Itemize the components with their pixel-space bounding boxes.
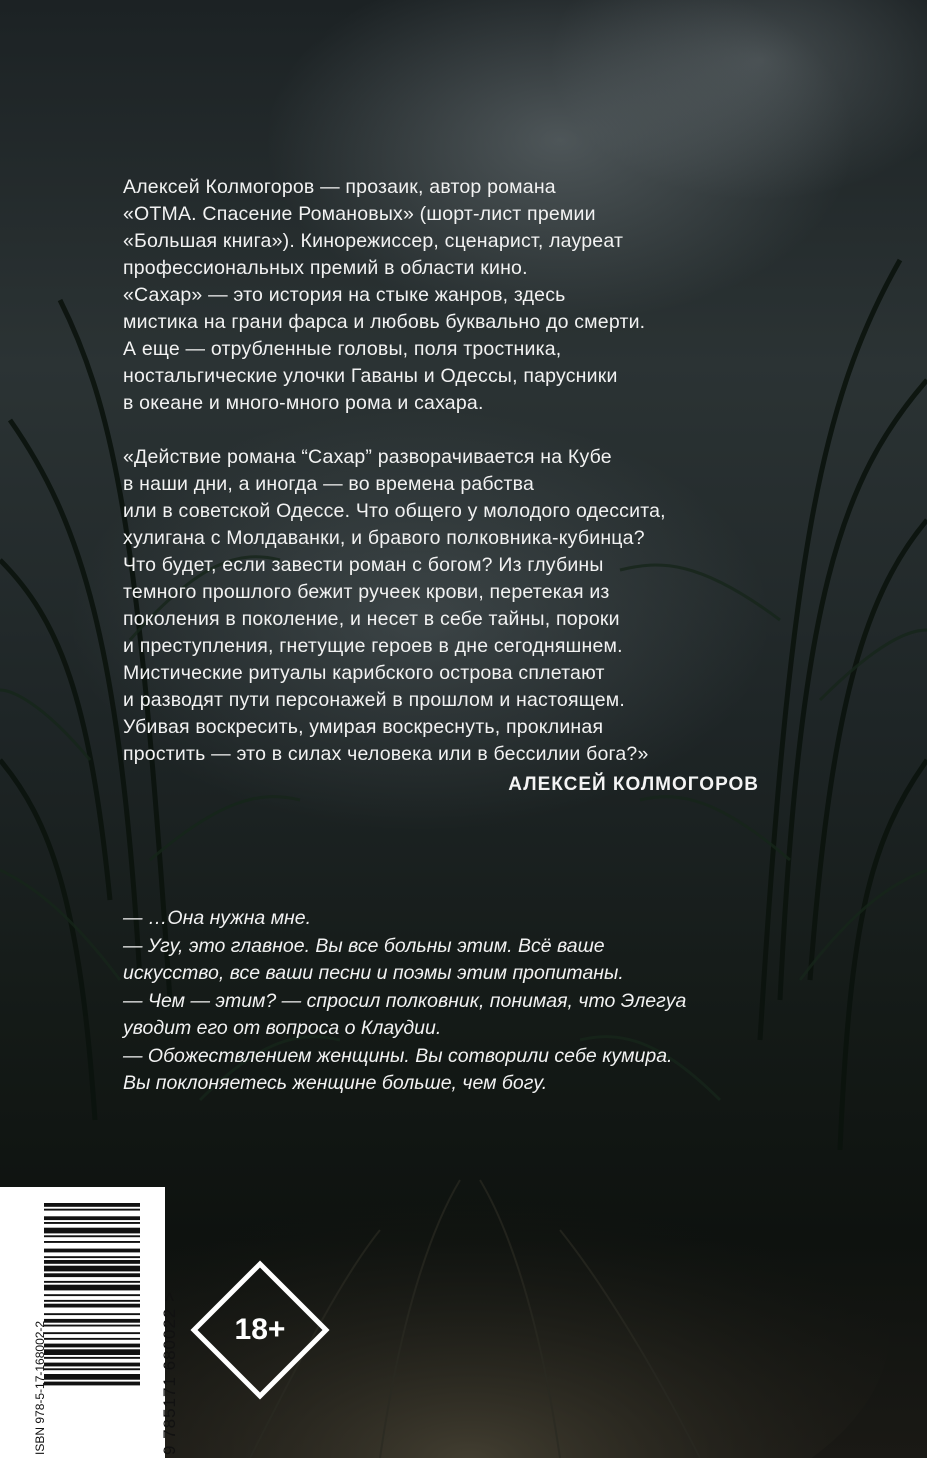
barcode-bar (44, 1374, 140, 1380)
barcode-bar (44, 1273, 140, 1277)
barcode-bar (44, 1300, 140, 1302)
barcode-bar (44, 1313, 140, 1315)
age-rating-badge (190, 1260, 330, 1400)
barcode-bar (44, 1368, 140, 1370)
barcode-bar (44, 1382, 140, 1386)
barcode-panel (0, 1187, 165, 1458)
barcode-bar (44, 1344, 140, 1348)
author-bio-paragraph: Алексей Колмогоров — прозаик, автор романа «ОТМА. Спасение Романовых» (шорт-лист премии «Большая книга»). Кинорежиссер, сценарист, лауреат профессиональных премий в области кино. «Сахар» — это история на стыке жанров, здесь мистика на грани фарса и любовь буквально до смерти. А еще — отрубленные головы, поля тростника, ностальгические улочки Гаваны и Одессы, парусники в океане и много-много рома и сахара. (123, 176, 646, 414)
barcode-bar (44, 1363, 140, 1367)
barcode-bar (44, 1203, 140, 1207)
barcode-bar (44, 1249, 140, 1253)
barcode-bar (44, 1260, 140, 1264)
barcode-bar (44, 1325, 140, 1327)
barcode-bar (44, 1294, 140, 1296)
ean-number: 9 785171 680022 > (160, 1290, 179, 1455)
barcode-bar (44, 1285, 140, 1291)
barcode-bar (44, 1209, 140, 1211)
barcode-bar (44, 1338, 140, 1340)
barcode-bar (44, 1256, 140, 1258)
barcode-bar (44, 1332, 140, 1334)
barcode-bar (44, 1216, 140, 1220)
author-signature: АЛЕКСЕЙ КОЛМОГОРОВ (508, 774, 759, 795)
barcode-bar (44, 1222, 140, 1224)
author-quote-paragraph: «Действие романа “Сахар” разворачивается на Кубе в наши дни, а иногда — во времена рабства или в советской Одессе. Что общего у молодого одессита, хулигана с Молдаванки, и бравого полковника-кубинца? Что будет, если завести роман с богом? Из глубины темного прошлого бежит ручеек крови, перетекая из поколения в поколение, и несет в себе тайны, пороки и преступления, гнетущие героев в дне сегодняшнем. Мистические ритуалы карибского острова сплетают и разводят пути персонажей в прошлом и настоящем. Убивая воскресить, умирая воскреснуть, проклиная простить — это в силах человека или в бессилии бога?» (123, 446, 666, 765)
barcode-bar (44, 1349, 140, 1355)
barcode-bar (44, 1357, 140, 1359)
barcode-bar (44, 1235, 140, 1237)
book-blurb (123, 174, 773, 798)
barcode-bar (44, 1228, 140, 1234)
barcode-bar (44, 1266, 140, 1272)
isbn-text: ISBN 978-5-17-168002-2 (33, 1320, 47, 1455)
book-excerpt: — …Она нужна мне. — Угу, это главное. Вы все больны этим. Всё ваше искусство, все ваши песни и поэмы этим пропитаны. — Чем — этим? — спросил полковник, понимая, что Элегуа уводит его от вопроса о Клаудии. — Обожествлением женщины. Вы сотворили себе кумира. Вы поклоняетесь женщине больше, чем богу. (123, 907, 687, 1094)
paragraph-spacer (123, 417, 773, 444)
age-rating-label: 18+ (234, 1313, 286, 1346)
barcode-bar (44, 1304, 140, 1308)
barcode-bar (44, 1319, 140, 1323)
barcode (0, 1187, 165, 1458)
barcode-bar (44, 1241, 140, 1243)
barcode-bar (44, 1281, 140, 1283)
